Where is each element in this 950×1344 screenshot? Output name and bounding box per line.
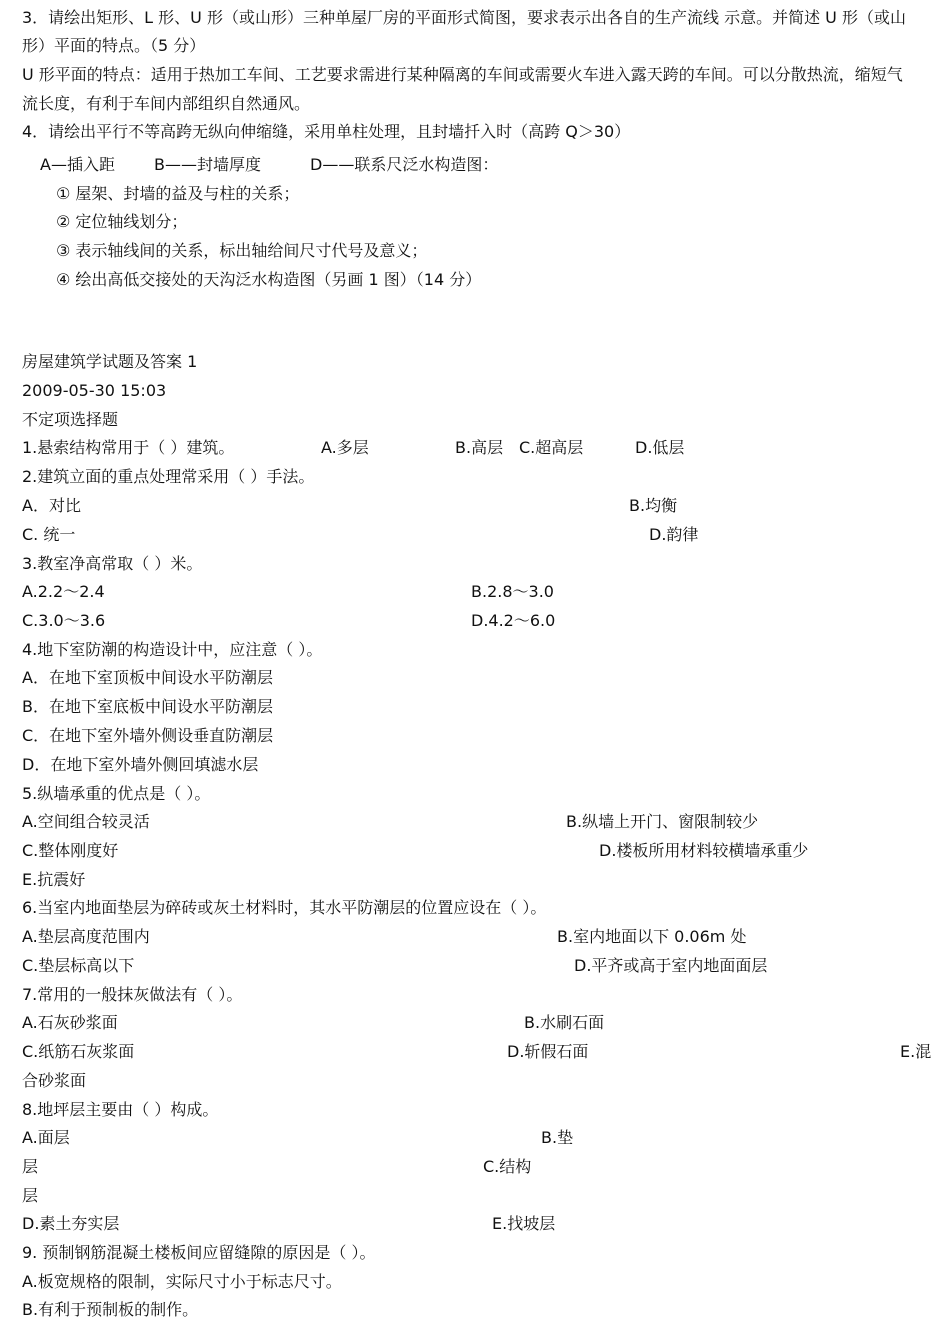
q7-option-c: C.纸筋石灰浆面: [22, 1042, 135, 1061]
q4-option-d: D．在地下室外墙外侧回填滤水层: [22, 755, 259, 774]
q8-option-b-end: 层: [22, 1157, 39, 1176]
q1-option-d: D.低层: [635, 438, 685, 457]
q4-option-c: C．在地下室外墙外侧设垂直防潮层: [22, 726, 274, 745]
q3-option-d: D.4.2～6.0: [471, 611, 556, 630]
q6-option-a: A.垫层高度范围内: [22, 927, 150, 946]
q2-option-c: C. 统一: [22, 525, 76, 544]
list-item-2: ② 定位轴线划分；: [56, 212, 188, 231]
q2-option-b: B.均衡: [629, 496, 678, 515]
q8-option-d: D.素土夯实层: [22, 1214, 120, 1233]
q2-stem: 2.建筑立面的重点处理常采用（ ）手法。: [22, 467, 315, 486]
q8-option-e: E.找坡层: [492, 1214, 556, 1233]
q5-option-b: B.纵墙上开门、窗限制较少: [566, 812, 759, 831]
q6-stem: 6.当室内地面垫层为碎砖或灰土材料时，其水平防潮层的位置应设在（ ）。: [22, 898, 547, 917]
q5-option-e: E.抗震好: [22, 870, 86, 889]
q6-option-d: D.平齐或高于室内地面面层: [574, 956, 768, 975]
q2-option-a: A．对比: [22, 496, 81, 515]
q6-option-b: B.室内地面以下 0.06m 处: [557, 927, 747, 946]
q3-option-a: A.2.2～2.4: [22, 582, 105, 601]
q9-option-a: A.板宽规格的限制，实际尺寸小于标志尺寸。: [22, 1272, 342, 1291]
question-4-line: 4．请绘出平行不等高跨无纵向伸缩缝，采用单柱处理，且封墙扦入时（高跨 Q＞30）: [22, 122, 631, 141]
q5-option-c: C.整体刚度好: [22, 841, 119, 860]
u-shape-line-1: U 形平面的特点：适用于热加工车间、工艺要求需进行某种隔离的车间或需要火车进入露天跨的车间。可以分散热流，缩短气: [22, 65, 903, 84]
q9-option-b: B.有利于预制板的制作。: [22, 1300, 199, 1319]
q7-option-e-end: 合砂浆面: [22, 1071, 87, 1090]
q5-option-d: D.楼板所用材料较横墙承重少: [599, 841, 809, 860]
q8-option-a: A.面层: [22, 1128, 70, 1147]
q6-option-c: C.垫层标高以下: [22, 956, 135, 975]
list-item-1: ① 屋架、封墙的益及与柱的关系；: [56, 184, 300, 203]
q1-stem: 1.悬索结构常用于（ ）建筑。: [22, 438, 235, 457]
legend-b: B——封墙厚度: [154, 155, 261, 174]
q7-option-b: B.水刷石面: [524, 1013, 605, 1032]
q7-option-e-start: E.混: [900, 1042, 932, 1061]
q7-stem: 7.常用的一般抹灰做法有（ ）。: [22, 985, 243, 1004]
q8-option-b-start: B.垫: [541, 1128, 574, 1147]
q8-option-c-end: 层: [22, 1186, 39, 1205]
q1-option-a: A.多层: [321, 438, 369, 457]
u-shape-line-2: 流长度，有利于车间内部组织自然通风。: [22, 94, 311, 113]
q8-stem: 8.地坪层主要由（ ）构成。: [22, 1100, 219, 1119]
q5-stem: 5.纵墙承重的优点是（ ）。: [22, 784, 211, 803]
q1-option-b: B.高层: [455, 438, 504, 457]
q7-option-a: A.石灰砂浆面: [22, 1013, 118, 1032]
q3-option-b: B.2.8～3.0: [471, 582, 554, 601]
q9-stem: 9. 预制钢筋混凝土楼板间应留缝隙的原因是（ ）。: [22, 1243, 376, 1262]
q4-option-a: A．在地下室顶板中间设水平防潮层: [22, 668, 273, 687]
legend-d: D——联系尺泛水构造图：: [310, 155, 499, 174]
q2-option-d: D.韵律: [649, 525, 699, 544]
doc-title: 房屋建筑学试题及答案 1: [22, 352, 198, 371]
q4-option-b: B．在地下室底板中间设水平防潮层: [22, 697, 273, 716]
question-3-line-1: 3．请绘出矩形、L 形、U 形（或山形）三种单屋厂房的平面形式简图，要求表示出各自的生产流线 示意。并简述 U 形（或山: [22, 8, 906, 27]
list-item-3: ③ 表示轴线间的关系，标出轴给间尺寸代号及意义；: [56, 241, 428, 260]
q1-option-c: C.超高层: [519, 438, 584, 457]
legend-a: A—插入距: [40, 155, 115, 174]
doc-date: 2009-05-30 15:03: [22, 381, 167, 400]
question-3-line-2: 形）平面的特点。（5 分）: [22, 36, 206, 55]
q8-option-c-start: C.结构: [483, 1157, 532, 1176]
list-item-4: ④ 绘出高低交接处的天沟泛水构造图（另画 1 图）（14 分）: [56, 270, 482, 289]
q4-stem: 4.地下室防潮的构造设计中，应注意（ ）。: [22, 640, 323, 659]
section-heading: 不定项选择题: [22, 410, 119, 429]
q3-stem: 3.教室净高常取（ ）米。: [22, 554, 203, 573]
q5-option-a: A.空间组合较灵活: [22, 812, 150, 831]
q3-option-c: C.3.0～3.6: [22, 611, 106, 630]
q7-option-d: D.斩假石面: [507, 1042, 589, 1061]
